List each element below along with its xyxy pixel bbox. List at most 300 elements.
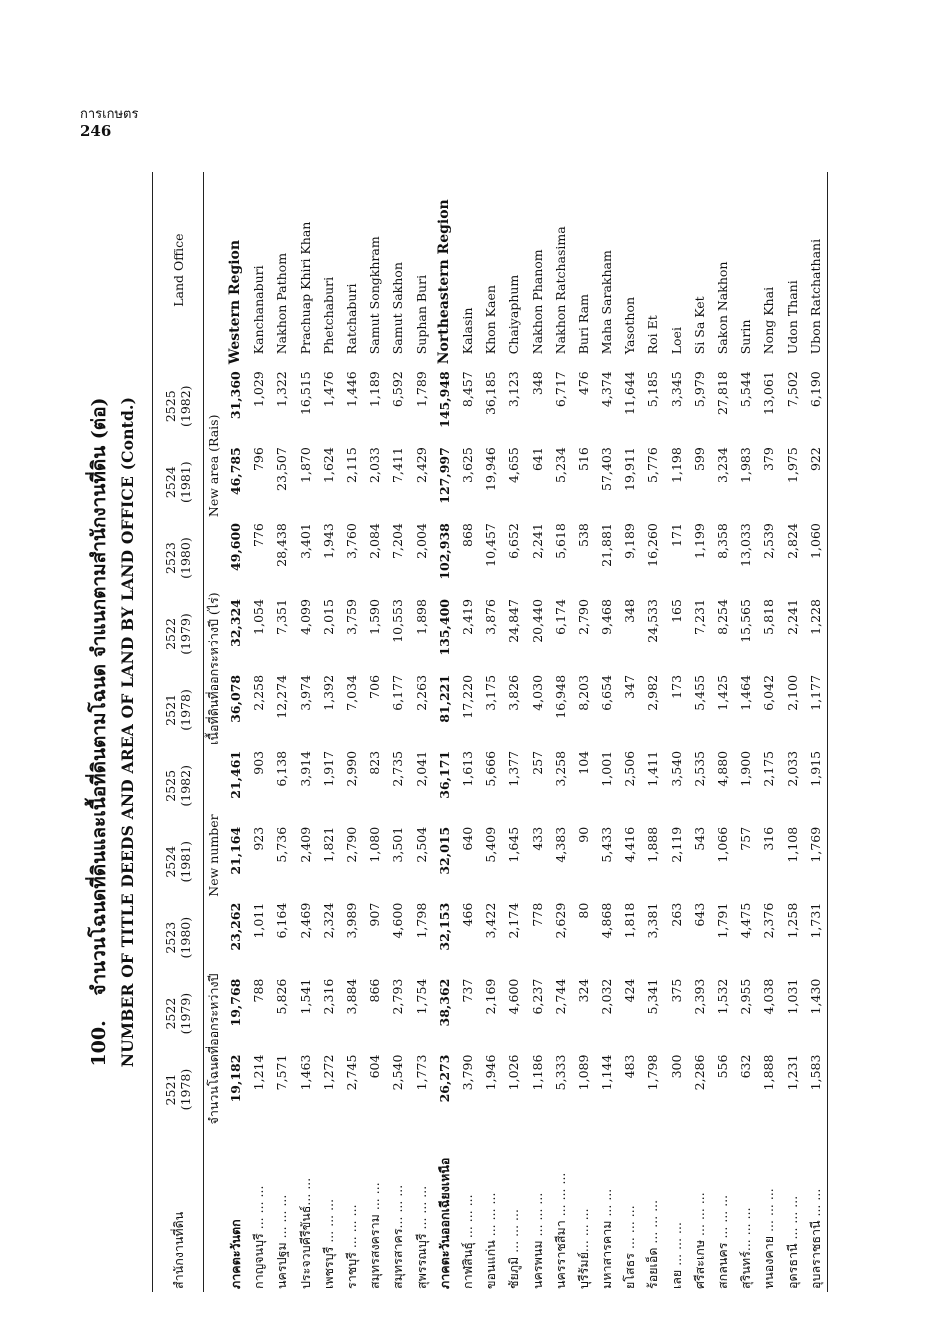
value-cell: 1,177 <box>804 672 828 748</box>
value-cell: 2,629 <box>552 902 568 939</box>
value-cell: 2,744 <box>552 978 568 1015</box>
table-row <box>525 172 548 1292</box>
value-cell: 2,824 <box>784 523 800 559</box>
value-cell: 21,164 <box>228 826 244 875</box>
value-cell: 16,515 <box>297 371 313 416</box>
col-year: 2525 (1982) <box>153 368 204 444</box>
office-name-english: Samut Songkhram <box>367 236 383 355</box>
office-name-thai: กาญจนบุรี ... ... ... <box>251 1185 267 1289</box>
value-cell: 640 <box>459 826 475 851</box>
value-cell: 8,358 <box>715 523 731 559</box>
value-cell: 135,400 <box>436 599 452 656</box>
value-cell: 23,262 <box>228 902 244 951</box>
office-name-thai: ภาคตะวันออกเฉียงเหนือ <box>436 1157 452 1289</box>
office-name-thai: อุดรธานี ... ... ... <box>784 1195 800 1289</box>
value-cell: 32,324 <box>228 599 244 647</box>
group2-thai: เนื้อที่ดินที่ออกระหว่างปี (ไร่) <box>206 592 221 745</box>
office-name-thai: ขอนแก่น ... ... ... <box>483 1192 499 1289</box>
region-row <box>433 172 456 1292</box>
value-cell: 2,409 <box>297 826 313 863</box>
office-name-english: Ratchaburi <box>344 283 360 355</box>
value-cell: 1,917 <box>320 750 336 787</box>
value-cell: 543 <box>691 826 707 851</box>
value-cell: 1,624 <box>320 447 336 483</box>
value-cell: 173 <box>668 674 684 699</box>
value-cell: 2,506 <box>622 750 638 787</box>
value-cell: 104 <box>575 750 591 775</box>
rotated-table-page <box>84 172 844 1292</box>
value-cell: 3,422 <box>483 902 499 939</box>
group1-english: New number <box>206 814 221 897</box>
value-cell: 466 <box>459 902 475 927</box>
office-name-thai: ศรีสะเกษ ... ... ... <box>691 1192 707 1289</box>
value-cell: 16,948 <box>552 674 568 719</box>
value-cell: 1,645 <box>506 826 522 863</box>
office-name-english: Western Region <box>227 239 244 365</box>
value-cell: 2,324 <box>320 902 336 939</box>
value-cell: 6,190 <box>804 368 828 444</box>
office-name-thai: ชัยภูมิ ... ... ... <box>506 1209 522 1289</box>
value-cell: 2,316 <box>320 978 336 1015</box>
value-cell: 2,004 <box>413 523 429 559</box>
header-row <box>153 172 204 1292</box>
value-cell: 907 <box>367 902 383 927</box>
value-cell: 1,463 <box>297 1054 313 1091</box>
value-cell: 19,768 <box>228 978 244 1027</box>
table-row <box>340 172 363 1292</box>
value-cell: 1,066 <box>715 826 731 863</box>
col-year: 2523 (1980) <box>153 520 204 596</box>
office-name-english: Roi Et <box>645 315 661 355</box>
col-year: 2524 (1981) <box>153 824 204 900</box>
table-row <box>595 172 618 1292</box>
office-name-thai: ประจวบคีรีขันธ์... ... <box>297 1177 313 1289</box>
table-row <box>247 172 270 1292</box>
col-office-thai: สำนักงานที่ดิน <box>153 1127 204 1292</box>
value-cell: 1,001 <box>599 750 615 787</box>
value-cell: 2,041 <box>413 750 429 787</box>
value-cell: 3,381 <box>645 902 661 939</box>
value-cell: 3,234 <box>715 447 731 483</box>
value-cell: 2,429 <box>413 447 429 483</box>
value-cell: 28,438 <box>274 523 290 567</box>
value-cell: 643 <box>691 902 707 927</box>
value-cell: 2,015 <box>320 599 336 635</box>
table-row <box>363 172 386 1292</box>
value-cell: 1,975 <box>784 447 800 483</box>
value-cell: 57,403 <box>599 447 615 491</box>
land-deeds-table <box>152 172 828 1292</box>
value-cell: 2,790 <box>344 826 360 863</box>
title-english: NUMBER OF TITLE DEEDS AND AREA OF LAND BY LAND OFFICE (Contd.) <box>118 396 137 1068</box>
value-cell: 5,666 <box>483 750 499 787</box>
value-cell: 2,419 <box>459 599 475 635</box>
value-cell: 5,826 <box>274 978 290 1015</box>
value-cell: 4,868 <box>599 902 615 939</box>
value-cell: 1,983 <box>738 447 754 483</box>
value-cell: 6,177 <box>390 674 406 711</box>
col-year: 2523 (1980) <box>153 900 204 976</box>
value-cell: 2,174 <box>506 902 522 939</box>
value-cell: 2,169 <box>483 978 499 1015</box>
value-cell: 8,203 <box>575 674 591 711</box>
table-row <box>294 172 317 1292</box>
value-cell: 1,425 <box>715 674 731 711</box>
value-cell: 3,345 <box>668 371 684 408</box>
value-cell: 1,377 <box>506 750 522 787</box>
value-cell: 778 <box>529 902 545 927</box>
value-cell: 2,790 <box>575 599 591 635</box>
value-cell: 1,476 <box>320 371 336 408</box>
value-cell: 2,084 <box>367 523 383 559</box>
value-cell: 46,785 <box>228 447 244 496</box>
value-cell: 1,198 <box>668 447 684 483</box>
value-cell: 36,185 <box>483 371 499 416</box>
col-year: 2521 (1978) <box>153 672 204 748</box>
office-name-thai: สมุทรสาคร... ... ... <box>390 1184 406 1289</box>
value-cell: 263 <box>668 902 684 927</box>
value-cell: 1,915 <box>804 748 828 824</box>
table-number: 100. <box>88 1020 110 1067</box>
col-year: 2524 (1981) <box>153 444 204 520</box>
value-cell: 5,776 <box>645 447 661 483</box>
col-year: 2525 (1982) <box>153 748 204 824</box>
value-cell: 1,946 <box>483 1054 499 1091</box>
value-cell: 2,376 <box>761 902 777 939</box>
value-cell: 2,258 <box>251 674 267 711</box>
value-cell: 2,119 <box>668 826 684 863</box>
group2-english: New area (Rais) <box>206 414 221 518</box>
office-name-english: Nakhon Ratchasima <box>552 226 568 355</box>
value-cell: 5,818 <box>761 599 777 635</box>
table-row <box>410 172 433 1292</box>
value-cell: 3,175 <box>483 674 499 711</box>
table-row <box>386 172 409 1292</box>
value-cell: 3,914 <box>297 750 313 787</box>
office-name-thai: สมุทรสงคราม ... ... <box>367 1182 383 1289</box>
value-cell: 796 <box>251 447 267 472</box>
value-cell: 4,600 <box>506 978 522 1015</box>
office-name-thai: ภาคตะวันตก <box>228 1219 244 1289</box>
col-office-english: Land Office <box>153 172 204 368</box>
table-row <box>502 172 525 1292</box>
value-cell: 300 <box>668 1054 684 1079</box>
table-row <box>317 172 340 1292</box>
value-cell: 9,468 <box>599 599 615 635</box>
value-cell: 706 <box>367 674 383 699</box>
value-cell: 21,461 <box>228 750 244 799</box>
value-cell: 1,258 <box>784 902 800 939</box>
value-cell: 1,754 <box>413 978 429 1015</box>
value-cell: 1,532 <box>715 978 731 1015</box>
value-cell: 1,731 <box>804 900 828 976</box>
value-cell: 1,898 <box>413 599 429 635</box>
value-cell: 866 <box>367 978 383 1003</box>
value-cell: 823 <box>367 750 383 775</box>
office-name-english: Nong Khai <box>761 286 777 355</box>
value-cell: 6,654 <box>599 674 615 711</box>
table-row <box>270 172 293 1292</box>
value-cell: 2,241 <box>529 523 545 559</box>
value-cell: 1,541 <box>297 978 313 1015</box>
page-number: 246 <box>80 122 112 140</box>
value-cell: 2,115 <box>344 447 360 483</box>
value-cell: 2,745 <box>344 1054 360 1091</box>
value-cell: 1,900 <box>738 750 754 787</box>
office-name-english: Ubon Ratchathani <box>804 172 828 368</box>
value-cell: 49,600 <box>228 523 244 571</box>
value-cell: 1,054 <box>251 599 267 635</box>
value-cell: 1,189 <box>367 371 383 408</box>
value-cell: 3,989 <box>344 902 360 939</box>
value-cell: 1,798 <box>413 902 429 939</box>
value-cell: 1,583 <box>804 1052 828 1128</box>
value-cell: 19,911 <box>622 447 638 491</box>
value-cell: 2,469 <box>297 902 313 939</box>
value-cell: 757 <box>738 826 754 851</box>
value-cell: 2,033 <box>367 447 383 483</box>
value-cell: 2,793 <box>390 978 406 1015</box>
value-cell: 4,880 <box>715 750 731 787</box>
value-cell: 1,411 <box>645 750 661 787</box>
office-name-english: Phetchaburi <box>320 276 336 355</box>
value-cell: 13,033 <box>738 523 754 567</box>
value-cell: 6,717 <box>552 371 568 408</box>
value-cell: 1,769 <box>804 824 828 900</box>
value-cell: 1,231 <box>784 1054 800 1091</box>
value-cell: 3,974 <box>297 674 313 711</box>
office-name-english: Northeastern Region <box>435 199 452 365</box>
value-cell: 19,182 <box>228 1054 244 1103</box>
value-cell: 5,234 <box>552 447 568 483</box>
value-cell: 3,540 <box>668 750 684 787</box>
office-name-thai: อุบลราชธานี ... ... <box>804 1127 828 1292</box>
value-cell: 1,228 <box>804 596 828 672</box>
value-cell: 6,237 <box>529 978 545 1015</box>
value-cell: 38,362 <box>436 978 452 1027</box>
value-cell: 6,042 <box>761 674 777 711</box>
value-cell: 3,625 <box>459 447 475 483</box>
col-year: 2522 (1979) <box>153 976 204 1052</box>
value-cell: 1,773 <box>413 1054 429 1091</box>
value-cell: 379 <box>761 447 777 472</box>
office-name-thai: หนองคาย ... ... ... <box>761 1188 777 1289</box>
value-cell: 1,029 <box>251 371 267 408</box>
value-cell: 12,274 <box>274 674 290 719</box>
value-cell: 11,644 <box>622 371 638 416</box>
table-row <box>479 172 502 1292</box>
office-name-thai: นครราชสีมา ... ... ... <box>552 1172 568 1289</box>
office-name-thai: ร้อยเอ็ด ... ... ... <box>645 1199 661 1289</box>
value-cell: 10,553 <box>390 599 406 643</box>
value-cell: 13,061 <box>761 371 777 416</box>
value-cell: 16,260 <box>645 523 661 567</box>
region-row <box>224 172 247 1292</box>
value-cell: 516 <box>575 447 591 472</box>
value-cell: 9,189 <box>622 523 638 559</box>
value-cell: 5,455 <box>691 674 707 711</box>
value-cell: 2,990 <box>344 750 360 787</box>
value-cell: 5,736 <box>274 826 290 863</box>
value-cell: 5,185 <box>645 371 661 408</box>
office-name-thai: ราชบุรี ... ... ... <box>344 1204 360 1289</box>
office-name-thai: ยโสธร ... ... ... <box>622 1205 638 1289</box>
value-cell: 32,015 <box>436 826 452 875</box>
group1-thai: จำนวนโฉนดที่ออกระหว่างปี <box>206 973 221 1125</box>
value-cell: 1,080 <box>367 826 383 863</box>
office-name-english: Suphan Buri <box>413 274 429 355</box>
value-cell: 5,979 <box>691 371 707 408</box>
office-name-english: Chaiyaphum <box>506 274 522 355</box>
table-row <box>711 172 734 1292</box>
value-cell: 375 <box>668 978 684 1003</box>
value-cell: 10,457 <box>483 523 499 567</box>
value-cell: 6,592 <box>390 371 406 408</box>
table-row <box>665 172 688 1292</box>
value-cell: 348 <box>622 599 638 623</box>
value-cell: 27,818 <box>715 371 731 416</box>
value-cell: 165 <box>668 599 684 623</box>
value-cell: 3,401 <box>297 523 313 559</box>
group-header-row <box>204 172 225 1292</box>
value-cell: 348 <box>529 371 545 396</box>
value-cell: 7,204 <box>390 523 406 559</box>
value-cell: 21,881 <box>599 523 615 567</box>
office-name-english: Udon Thani <box>784 280 800 355</box>
value-cell: 1,818 <box>622 902 638 939</box>
value-cell: 1,943 <box>320 523 336 559</box>
value-cell: 6,138 <box>274 750 290 787</box>
office-name-thai: มหาสารคาม ... ... <box>599 1188 615 1289</box>
value-cell: 1,199 <box>691 523 707 559</box>
value-cell: 17,220 <box>459 674 475 719</box>
value-cell: 3,884 <box>344 978 360 1015</box>
value-cell: 4,374 <box>599 371 615 408</box>
value-cell: 538 <box>575 523 591 547</box>
value-cell: 23,507 <box>274 447 290 491</box>
value-cell: 36,078 <box>228 674 244 723</box>
office-name-english: Nakhon Phanom <box>529 249 545 355</box>
value-cell: 1,798 <box>645 1054 661 1091</box>
table-title <box>84 172 137 1292</box>
value-cell: 4,038 <box>761 978 777 1015</box>
office-name-thai: เลย ... ... ... <box>668 1222 684 1289</box>
value-cell: 7,411 <box>390 447 406 483</box>
office-name-thai: สุรินทร์... ... ... <box>738 1207 754 1289</box>
value-cell: 2,241 <box>784 599 800 635</box>
value-cell: 1,446 <box>344 371 360 408</box>
value-cell: 81,221 <box>436 674 452 723</box>
value-cell: 1,031 <box>784 978 800 1015</box>
value-cell: 3,759 <box>344 599 360 635</box>
office-name-thai: นครปฐม ... ... ... <box>274 1194 290 1289</box>
office-name-english: Khon Kaen <box>483 285 499 355</box>
office-name-english: Yasothon <box>622 296 638 355</box>
value-cell: 1,089 <box>575 1054 591 1091</box>
value-cell: 1,590 <box>367 599 383 635</box>
value-cell: 1,464 <box>738 674 754 711</box>
page-header <box>80 106 138 140</box>
value-cell: 6,174 <box>552 599 568 635</box>
value-cell: 2,540 <box>390 1054 406 1091</box>
value-cell: 641 <box>529 447 545 472</box>
office-name-english: Buri Ram <box>575 294 591 355</box>
value-cell: 1,108 <box>784 826 800 863</box>
value-cell: 2,535 <box>691 750 707 787</box>
value-cell: 7,231 <box>691 599 707 635</box>
value-cell: 1,888 <box>645 826 661 863</box>
value-cell: 2,393 <box>691 978 707 1015</box>
value-cell: 4,655 <box>506 447 522 483</box>
value-cell: 903 <box>251 750 267 775</box>
value-cell: 476 <box>575 371 591 396</box>
value-cell: 80 <box>575 902 591 919</box>
value-cell: 1,888 <box>761 1054 777 1091</box>
value-cell: 15,565 <box>738 599 754 643</box>
col-year: 2522 (1979) <box>153 596 204 672</box>
value-cell: 1,060 <box>804 520 828 596</box>
value-cell: 3,876 <box>483 599 499 635</box>
value-cell: 3,123 <box>506 371 522 408</box>
office-name-english: Kalasin <box>459 307 475 355</box>
office-name-thai: เพชรบุรี ... ... ... <box>320 1198 336 1289</box>
value-cell: 127,997 <box>436 447 452 504</box>
value-cell: 5,409 <box>483 826 499 863</box>
value-cell: 868 <box>459 523 475 547</box>
office-name-english: Prachuap Khiri Khan <box>297 221 313 355</box>
value-cell: 2,286 <box>691 1054 707 1091</box>
office-name-thai: สกลนคร ... ... ... <box>715 1194 731 1289</box>
value-cell: 632 <box>738 1054 754 1079</box>
value-cell: 26,273 <box>436 1054 452 1103</box>
value-cell: 145,948 <box>436 371 452 428</box>
value-cell: 2,033 <box>784 750 800 787</box>
value-cell: 5,341 <box>645 978 661 1015</box>
value-cell: 171 <box>668 523 684 547</box>
value-cell: 923 <box>251 826 267 851</box>
value-cell: 1,144 <box>599 1054 615 1091</box>
title-thai: จำนวนโฉนดที่ดินและเนื้อที่ดินตามโฉนด จำแนกตามสำนักงานที่ดิน (ต่อ) <box>88 397 110 996</box>
value-cell: 737 <box>459 978 475 1003</box>
value-cell: 2,735 <box>390 750 406 787</box>
value-cell: 2,263 <box>413 674 429 711</box>
value-cell: 599 <box>691 447 707 472</box>
table-row <box>781 172 804 1292</box>
value-cell: 922 <box>804 444 828 520</box>
value-cell: 5,618 <box>552 523 568 559</box>
value-cell: 4,099 <box>297 599 313 635</box>
value-cell: 424 <box>622 978 638 1003</box>
value-cell: 32,153 <box>436 902 452 951</box>
office-name-english: Sakon Nakhon <box>715 261 731 355</box>
value-cell: 5,333 <box>552 1054 568 1091</box>
value-cell: 5,544 <box>738 371 754 408</box>
value-cell: 3,760 <box>344 523 360 559</box>
office-name-english: Samut Sakhon <box>390 262 406 355</box>
value-cell: 36,171 <box>436 750 452 799</box>
office-name-english: Surin <box>738 319 754 355</box>
value-cell: 604 <box>367 1054 383 1079</box>
office-name-thai: บุรีรัมย์... ... ... <box>575 1208 591 1289</box>
value-cell: 7,571 <box>274 1054 290 1091</box>
value-cell: 433 <box>529 826 545 851</box>
value-cell: 483 <box>622 1054 638 1079</box>
value-cell: 2,032 <box>599 978 615 1015</box>
value-cell: 2,955 <box>738 978 754 1015</box>
value-cell: 257 <box>529 750 545 775</box>
value-cell: 31,360 <box>228 371 244 420</box>
office-name-english: Kanchanaburi <box>251 265 267 355</box>
